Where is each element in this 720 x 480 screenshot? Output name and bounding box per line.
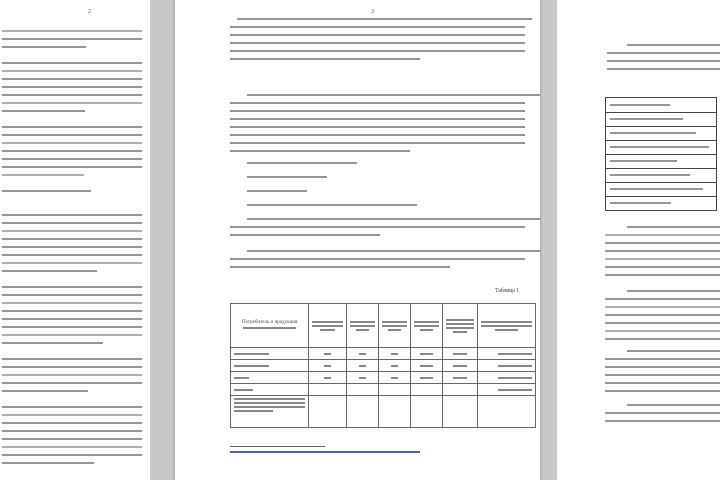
- text-line: [230, 258, 525, 260]
- text-line: [2, 430, 142, 432]
- text-line: [2, 38, 142, 40]
- table-cell: [231, 360, 309, 372]
- text-line: [627, 290, 720, 292]
- text-line: [2, 462, 94, 464]
- text-line: [2, 446, 142, 448]
- text-line: [2, 86, 142, 88]
- text-line: [2, 30, 142, 32]
- table-cell: [231, 372, 309, 384]
- text-line: [610, 118, 683, 120]
- table-cell: [379, 372, 411, 384]
- text-line: [230, 102, 525, 104]
- text-line: [610, 146, 709, 148]
- table-cell: [478, 384, 536, 396]
- text-line: [605, 258, 720, 260]
- text-line: [247, 176, 327, 178]
- table-cell: [379, 348, 411, 360]
- table-cell: [478, 348, 536, 360]
- table-cell: [347, 360, 379, 372]
- table-cell: [309, 384, 347, 396]
- text-line: [605, 250, 720, 252]
- text-line: [230, 34, 525, 36]
- table-row: [231, 372, 536, 384]
- text-line: [230, 58, 420, 60]
- text-line: [2, 318, 142, 320]
- text-line: [2, 374, 142, 376]
- framed-list-row: [606, 168, 716, 183]
- table-cell: [443, 372, 478, 384]
- text-line: [237, 18, 532, 20]
- text-line: [627, 226, 720, 228]
- table-cell: [478, 396, 536, 428]
- table-cell: [231, 396, 309, 428]
- text-line: [247, 162, 357, 164]
- footnote-separator: [230, 446, 325, 447]
- text-line: [2, 302, 142, 304]
- framed-list-row: [606, 98, 716, 113]
- text-line: [605, 314, 720, 316]
- text-line: [627, 404, 720, 406]
- table-row: [231, 360, 536, 372]
- text-line: [2, 406, 142, 408]
- table-cell: [443, 396, 478, 428]
- table-row: [231, 348, 536, 360]
- text-line: [230, 26, 525, 28]
- text-line: [2, 230, 142, 232]
- text-line: [2, 334, 142, 336]
- text-line: [605, 338, 720, 340]
- data-table: [230, 303, 536, 428]
- table-cell: [443, 384, 478, 396]
- text-line: [247, 204, 417, 206]
- text-line: [610, 188, 703, 190]
- text-line: [605, 274, 720, 276]
- framed-list-row: [606, 196, 716, 210]
- text-line: [2, 102, 142, 104]
- text-line: [607, 52, 720, 54]
- text-line: [2, 110, 85, 112]
- text-line: [2, 390, 88, 392]
- page-number: 2: [88, 9, 91, 15]
- text-line: [607, 60, 720, 62]
- table-cell: [478, 360, 536, 372]
- table-cell: [379, 384, 411, 396]
- text-line: [605, 412, 720, 414]
- text-line: [610, 132, 696, 134]
- text-line: [605, 330, 720, 332]
- text-line: [605, 298, 720, 300]
- text-line: [2, 414, 142, 416]
- table-cell: [443, 348, 478, 360]
- text-line: [605, 366, 720, 368]
- text-line: [605, 266, 720, 268]
- text-line: [2, 286, 142, 288]
- table-cell: [347, 396, 379, 428]
- text-line: [230, 150, 410, 152]
- table-cell: [411, 360, 443, 372]
- text-line: [2, 326, 142, 328]
- table-cell: [443, 360, 478, 372]
- text-line: [2, 94, 142, 96]
- text-line: [247, 250, 540, 252]
- table-cell: [309, 360, 347, 372]
- text-line: [2, 70, 142, 72]
- text-line: [605, 382, 720, 384]
- text-line: [605, 322, 720, 324]
- text-line: [247, 94, 540, 96]
- text-line: [627, 44, 720, 46]
- text-line: [605, 242, 720, 244]
- document-page-middle: [175, 0, 540, 480]
- table-row: [231, 396, 536, 428]
- text-line: [2, 46, 86, 48]
- text-line: [230, 126, 525, 128]
- table-cell: [411, 396, 443, 428]
- table-cell: [347, 384, 379, 396]
- table-caption: Таблица 1: [495, 288, 519, 294]
- framed-list: [605, 97, 717, 211]
- text-line: [2, 246, 142, 248]
- text-line: [230, 50, 525, 52]
- table-cell: [231, 384, 309, 396]
- text-line: [2, 366, 142, 368]
- text-line: [2, 422, 142, 424]
- text-line: [2, 214, 142, 216]
- text-line: [2, 78, 142, 80]
- table-cell: [309, 372, 347, 384]
- text-line: [610, 104, 670, 106]
- text-line: [627, 350, 720, 352]
- text-line: [2, 222, 142, 224]
- framed-list-row: [606, 154, 716, 169]
- text-line: [2, 150, 142, 152]
- text-line: [2, 126, 142, 128]
- text-line: [2, 294, 142, 296]
- text-line: [230, 266, 450, 268]
- table-header-cell: [379, 304, 411, 348]
- table-cell: [309, 396, 347, 428]
- table-header-cell: [478, 304, 536, 348]
- table-cell: [379, 396, 411, 428]
- framed-list-row: [606, 182, 716, 197]
- table-cell: [309, 348, 347, 360]
- table-cell: [411, 384, 443, 396]
- text-line: [610, 174, 690, 176]
- table-header-cell: [443, 304, 478, 348]
- text-line: [2, 190, 91, 192]
- text-line: [230, 142, 525, 144]
- text-line: [2, 438, 142, 440]
- text-line: [605, 420, 720, 422]
- text-line: [605, 358, 720, 360]
- table-header-cell: [309, 304, 347, 348]
- text-line: [2, 358, 142, 360]
- document-page-left: [0, 0, 150, 480]
- framed-list-row: [606, 140, 716, 155]
- table-header-cell: [411, 304, 443, 348]
- document-page-right: [557, 0, 720, 480]
- text-line: [605, 306, 720, 308]
- text-line: [230, 234, 380, 236]
- text-line: [247, 190, 307, 192]
- text-line: [247, 218, 540, 220]
- page-number: 3: [371, 9, 374, 15]
- text-line: [605, 374, 720, 376]
- table-row: [231, 384, 536, 396]
- text-line: [2, 382, 142, 384]
- text-line: [610, 202, 671, 204]
- table-cell: [411, 372, 443, 384]
- table-header-row: [231, 304, 536, 348]
- text-line: [230, 42, 525, 44]
- framed-list-row: [606, 112, 716, 127]
- text-line: [230, 110, 525, 112]
- text-line: [2, 270, 97, 272]
- framed-list-row: [606, 126, 716, 141]
- text-line: [2, 254, 142, 256]
- text-line: [230, 134, 525, 136]
- table-cell: [231, 348, 309, 360]
- text-line: [2, 262, 142, 264]
- text-line: [230, 118, 525, 120]
- text-line: [2, 238, 142, 240]
- text-line: [2, 166, 142, 168]
- table-cell: [478, 372, 536, 384]
- table-cell: [347, 372, 379, 384]
- text-line: [2, 454, 142, 456]
- text-line: [610, 160, 677, 162]
- text-line: [607, 68, 720, 70]
- text-line: [2, 142, 142, 144]
- text-line: [2, 62, 142, 64]
- text-line: [605, 234, 720, 236]
- table-cell: [347, 348, 379, 360]
- footnote-link[interactable]: [230, 451, 420, 453]
- text-line: [2, 342, 103, 344]
- table-cell: [379, 360, 411, 372]
- text-line: [2, 174, 84, 176]
- table-cell: [411, 348, 443, 360]
- table-header-cell: Потребитель и продукция: [231, 304, 309, 348]
- text-line: [2, 134, 142, 136]
- text-line: [230, 226, 525, 228]
- table-header-cell: [347, 304, 379, 348]
- text-line: [2, 310, 142, 312]
- text-line: [605, 390, 720, 392]
- text-line: [2, 158, 142, 160]
